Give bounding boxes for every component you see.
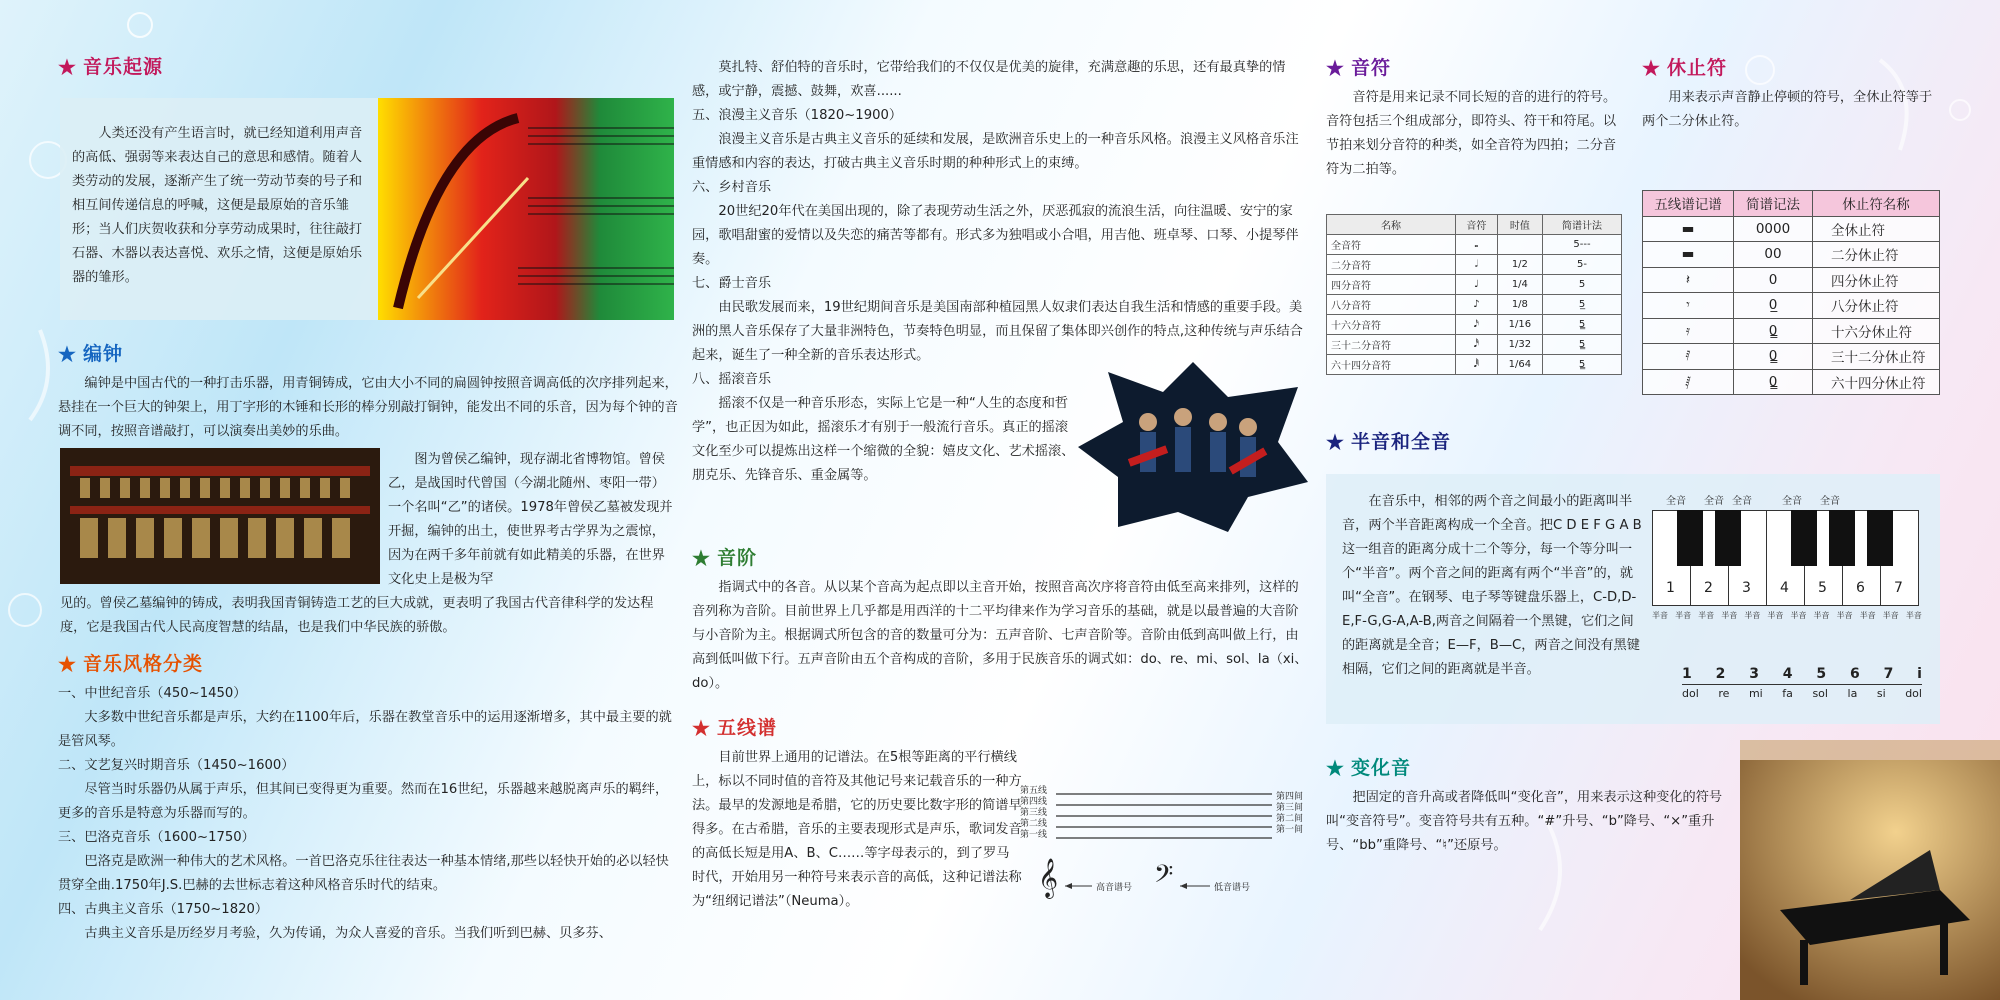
section-title-scale: ★ 音阶 <box>692 546 757 570</box>
table-row: 𝅁 0̳ 六十四分休止符 <box>1643 369 1940 395</box>
style-item: 四、古典主义音乐（1750~1820） 古典主义音乐是历经岁月考验，久为传诵，为众人喜爱的音乐。当我们听到巴赫、贝多芬、 <box>58 902 612 941</box>
staff-diagram <box>1020 784 1312 904</box>
piano-stage-image <box>1740 760 2000 1000</box>
style-item: 六、乡村音乐 20世纪20年代在美国出现的，除了表现劳动生活之外，厌恶孤寂的流浪生活，向往温暖、安宁的家园，歌唱甜蜜的爱情以及失恋的痛苦等都有。形式多为独唱或小合唱，用吉他、班卓琴、口琴、小提琴伴奏。 <box>692 180 1299 267</box>
table-header: 简谱计法 <box>1543 215 1622 235</box>
semitone-label: 半音 <box>1859 611 1876 620</box>
semitone-label: 半音 <box>1790 611 1807 620</box>
semitone-label: 半音 <box>1675 611 1692 620</box>
table-header: 名称 <box>1327 215 1456 235</box>
key-number: 3 <box>1742 580 1751 596</box>
section-title-semitone: ★ 半音和全音 <box>1326 430 1451 454</box>
bass-clef-icon: 𝄢 <box>1154 860 1174 895</box>
star-icon: ★ <box>1326 756 1345 780</box>
bianzhong-text-2: 图为曾侯乙编钟，现存湖北省博物馆。曾侯乙，是战国时代曾国（今湖北随州、枣阳一带）一个名叫“乙”的诸侯。1978年曾侯乙墓被发现并开掘，编钟的出土，使世界考古学界为之震惊，因为在两千多年前就有如此精美的乐器，在世界文化史上是极为罕 <box>388 452 673 587</box>
section-title-bianzhong: ★ 编钟 <box>58 342 123 366</box>
staff-space-label: 第三间 <box>1276 803 1304 813</box>
staff-line-label: 第四线 <box>1020 797 1048 807</box>
keyboard-diagram <box>1652 488 1932 718</box>
star-icon: ★ <box>1642 56 1661 80</box>
section-title-accidental: ★ 变化音 <box>1326 756 1411 780</box>
bianzhong-bells-image <box>60 448 380 584</box>
semitone-label: 半音 <box>1836 611 1853 620</box>
key-number: 7 <box>1894 580 1903 596</box>
section-title-rest: ★ 休止符 <box>1642 56 1727 80</box>
whole-tone-label: 全音 <box>1782 496 1802 507</box>
classical-continued-text: 莫扎特、舒伯特的音乐时，它带给我们的不仅仅是优美的旋律，充满意趣的乐思，还有最真挚的情感，或宁静，震撼、鼓舞，欢喜...... <box>692 60 1286 99</box>
table-row: ▬ 00 二分休止符 <box>1643 242 1940 268</box>
whole-tone-label: 全音 <box>1732 496 1752 507</box>
table-header: 音符 <box>1456 215 1498 235</box>
note-table <box>1326 214 1622 375</box>
treble-clef-icon: 𝄞 <box>1038 858 1059 898</box>
rock-text: 摇滚不仅是一种音乐形态，实际上它是一种“人生的态度和哲学”，也正因为如此，摇滚乐才有别于一般流行音乐。真正的摇滚文化至少可以提炼出这样一个缩微的全貌：嬉皮文化、艺术摇滚、朋克乐、先锋音乐、重金属等。 <box>692 396 1075 483</box>
star-icon: ★ <box>58 342 77 366</box>
semitone-label: 半音 <box>1767 611 1784 620</box>
key-number: 5 <box>1818 580 1827 596</box>
star-icon: ★ <box>692 546 711 570</box>
star-icon: ★ <box>58 55 77 79</box>
table-row: 三十二分音符 𝅘𝅥𝅰 1/32 5̳ <box>1327 335 1622 355</box>
key-number: 2 <box>1704 580 1713 596</box>
staff-text: 目前世界上通用的记谱法。在5根等距离的平行横线上，标以不同时值的音符及其他记号来记载音乐的一种方法。最早的发源地是希腊，它的历史要比数字形的简谱早得多。在古希腊，音乐的主要表现形式是声乐，歌词发音的高低长短是用A、B、C……等字母表示的，到了罗马时代，开始用另一种符号来表示音的高低，这种记谱法称为“纽纲记谱法”（Neuma）。 <box>692 750 1022 909</box>
table-header: 五线谱记谱 <box>1643 191 1734 217</box>
key-number: 6 <box>1856 580 1865 596</box>
piano-keys <box>1652 510 1922 606</box>
semitone-label: 半音 <box>1744 611 1761 620</box>
table-row: 八分音符 ♪ 1/8 5̲ <box>1327 295 1622 315</box>
whole-tone-label: 全音 <box>1704 496 1724 507</box>
bianzhong-text-3: 见的。曾侯乙墓编钟的铸成，表明我国青铜铸造工艺的巨大成就，更表明了我国古代音律科学的发达程度，它是我国古代人民高度智慧的结晶，也是我们中华民族的骄傲。 <box>60 596 654 635</box>
style-item: 五、浪漫主义音乐（1820~1900） 浪漫主义音乐是古典主义音乐的延续和发展，是欧洲音乐史上的一种音乐风格。浪漫主义风格音乐注重情感和内容的表达，打破古典主义音乐时期的种种形式上的束缚。 <box>692 108 1299 171</box>
whole-tone-label: 全音 <box>1820 496 1840 507</box>
origin-text: 人类还没有产生语言时，就已经知道利用声音的高低、强弱等来表达自己的意思和感情。随着人类劳动的发展，逐渐产生了统一劳动节奏的号子和相互间传递信息的呼喊，这便是最原始的音乐雏形；当人们庆贺收获和分享劳动成果时，往往敲打石器、木器以表达喜悦、欢乐之情，这便是原始乐器的雏形。 <box>72 126 363 285</box>
star-icon: ★ <box>58 652 77 676</box>
staff-space-label: 第四间 <box>1276 792 1304 802</box>
star-icon: ★ <box>1326 430 1345 454</box>
table-row: ▬ 0000 全休止符 <box>1643 216 1940 242</box>
section-title-origin: ★ 音乐起源 <box>58 55 163 79</box>
table-header: 简谱记法 <box>1734 191 1813 217</box>
section-title-staff: ★ 五线谱 <box>692 716 777 740</box>
semitone-label: 半音 <box>1882 611 1899 620</box>
rock-heading: 八、摇滚音乐 <box>692 372 772 387</box>
staff-line-label: 第一线 <box>1020 830 1048 840</box>
style-item: 一、中世纪音乐（450~1450） 大多数中世纪音乐都是声乐，大约在1100年后，乐器在教堂音乐中的运用逐渐增多，其中最主要的就是管风琴。 <box>58 686 672 749</box>
bianzhong-text-1: 编钟是中国古代的一种打击乐器，用青铜铸成，它由大小不同的扁圆钟按照音调高低的次序排列起来，悬挂在一个巨大的钟架上，用丁字形的木锤和长形的棒分别敲打铜钟，能发出不同的乐音，因为每个钟的音调不同，按照音谱敲打，可以演奏出美妙的乐曲。 <box>58 376 678 439</box>
solfege-row: 1 2 3 4 5 6 7 i dol re mi fa sol la si dol <box>1682 666 1922 700</box>
section-title-note: ★ 音符 <box>1326 56 1391 80</box>
key-number: 1 <box>1666 580 1675 596</box>
star-icon: ★ <box>1326 56 1345 80</box>
staff-line-label: 第三线 <box>1020 808 1048 818</box>
semitone-label: 半音 <box>1813 611 1830 620</box>
style-item: 三、巴洛克音乐（1600~1750） 巴洛克是欧洲一种伟大的艺术风格。一首巴洛克乐往往表达一种基本情绪,那些以轻快开始的必以轻快贯穿全曲.1750年J.S.巴赫的去世标志着这种风格音乐时代的结束。 <box>58 830 669 893</box>
staff-line-label: 第二线 <box>1020 819 1048 829</box>
accidental-text: 把固定的音升高或者降低叫“变化音”，用来表示这种变化的符号叫“变音符号”。变音符号共有五种。“#”升号、“b”降号、“×”重升号、“bb”重降号、“♮”还原号。 <box>1326 790 1723 853</box>
table-header: 休止符名称 <box>1813 191 1940 217</box>
whole-tone-label: 全音 <box>1666 496 1686 507</box>
table-row: 十六分音符 𝅘𝅥𝅯 1/16 5̳ <box>1327 315 1622 335</box>
table-row: 𝄽 0 四分休止符 <box>1643 267 1940 293</box>
staff-space-label: 第一间 <box>1276 825 1304 835</box>
table-row: 全音符 𝅝 5--- <box>1327 235 1622 255</box>
table-row: 𝅀 0̳ 三十二分休止符 <box>1643 344 1940 370</box>
semitone-label: 半音 <box>1905 611 1922 620</box>
style-item: 七、爵士音乐 由民歌发展而来，19世纪期间音乐是美国南部种植园黑人奴隶们表达自我生活和情感的重要手段。美洲的黑人音乐保存了大量非洲特色，节奏特色明显，而且保留了集体即兴创作的特点,这种传统与声乐结合起来，诞生了一种全新的音乐表达形式。 <box>692 276 1303 363</box>
table-row: 六十四分音符 𝅘𝅥𝅱 1/64 5̳ <box>1327 355 1622 375</box>
treble-clef-label: 高音谱号 <box>1096 883 1133 893</box>
violin-score-image <box>378 98 674 320</box>
key-number: 4 <box>1780 580 1789 596</box>
semitone-text: 在音乐中，相邻的两个音之间最小的距离叫半音，两个半音距离构成一个全音。把C D E F G A B 这一组音的距离分成十二个等分，每一个等分叫一个“半音”。两个音之间的距离有两个“半音”的，就叫“全音”。在钢琴、电子琴等键盘乐器上，C-D,D-E,F-G,G-A,A-B,两音之间隔着一个黑键，它们之间的距离就是全音；E—F，B—C，两音之间没有黑键相隔，它们之间的距离就是半音。 <box>1342 494 1642 677</box>
style-item: 二、文艺复兴时期音乐（1450~1600） 尽管当时乐器仍从属于声乐，但其间已变得更为重要。然而在16世纪，乐器越来越脱离声乐的羁绊，更多的音乐是特意为乐器而写的。 <box>58 758 669 821</box>
rest-table <box>1642 190 1940 395</box>
bass-clef-label: 低音谱号 <box>1214 883 1251 893</box>
note-text: 音符是用来记录不同长短的音的进行的符号。音符包括三个组成部分，即符头、符干和符尾。以节拍来划分音符的种类，如全音符为四拍；二分音符为二拍等。 <box>1326 90 1617 177</box>
star-icon: ★ <box>692 716 711 740</box>
table-header: 时值 <box>1497 215 1542 235</box>
table-row: 四分音符 ♩ 1/4 5 <box>1327 275 1622 295</box>
staff-space-label: 第二间 <box>1276 814 1304 824</box>
table-row: 二分音符 𝅗𝅥 1/2 5- <box>1327 255 1622 275</box>
table-row: 𝄿 0̳ 十六分休止符 <box>1643 318 1940 344</box>
section-title-styles: ★ 音乐风格分类 <box>58 652 203 676</box>
scale-text: 指调式中的各音。从以某个音高为起点即以主音开始，按照音高次序将音符由低至高来排列，这样的音列称为音阶。目前世界上几乎都是用西洋的十二平均律来作为学习音乐的基础，就是以最普遍的大音阶与小音阶为主。根据调式所包含的音的数量可分为：五声音阶、七声音阶等。音阶由低到高叫做上行，由高到低叫做下行。五声音阶由五个音构成的音阶，多用于民族音乐的调式如：do、re、mi、sol、la（xi、do）。 <box>692 580 1308 691</box>
staff-line-label: 第五线 <box>1020 786 1048 796</box>
table-row: 𝄾 0̲ 八分休止符 <box>1643 293 1940 319</box>
semitone-label: 半音 <box>1652 611 1668 620</box>
semitone-label: 半音 <box>1698 611 1715 620</box>
rest-text: 用来表示声音静止停顿的符号，全休止符等于两个二分休止符。 <box>1642 90 1933 129</box>
semitone-label: 半音 <box>1721 611 1738 620</box>
